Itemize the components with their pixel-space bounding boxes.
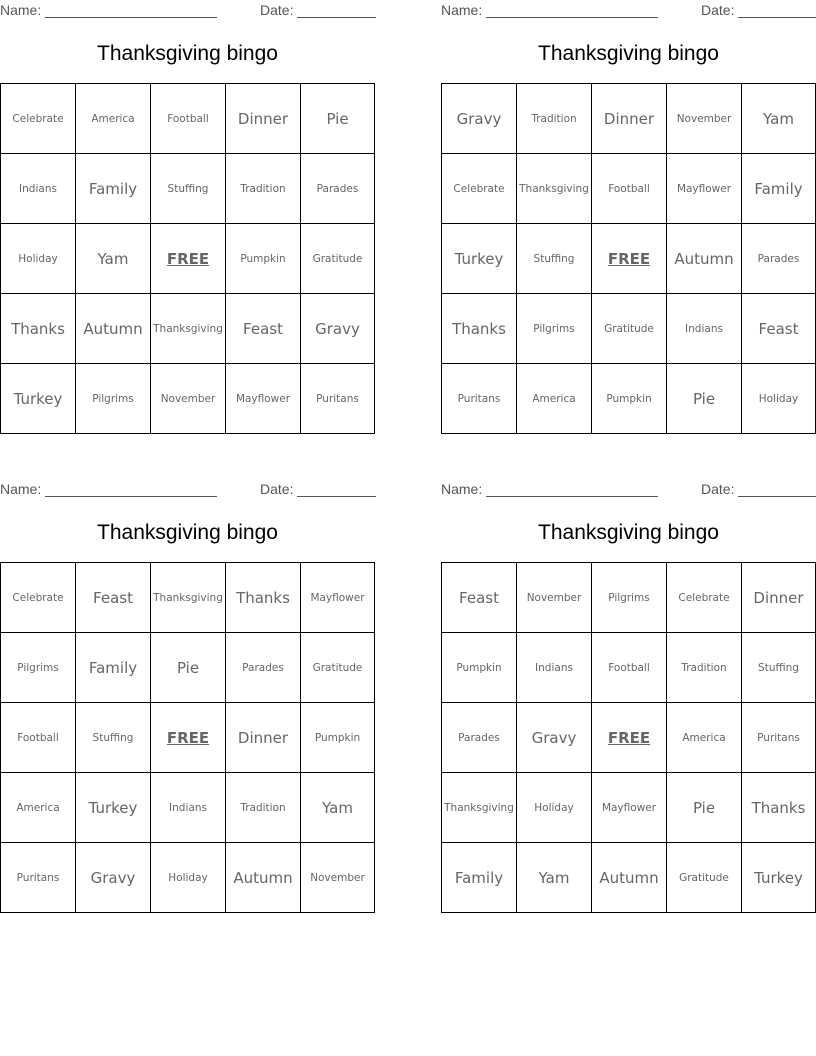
bingo-cell: Thanksgiving [442,773,517,843]
bingo-grid [441,562,816,913]
name-date-header [0,1,376,21]
bingo-cell: Tradition [517,84,592,154]
bingo-grid [0,83,375,434]
bingo-cell: Gratitude [592,294,667,364]
date-label: Date: [260,481,294,497]
bingo-cell: Indians [667,294,742,364]
free-space-cell: FREE [592,224,667,294]
bingo-row [1,224,375,294]
bingo-cell: Pie [151,633,226,703]
bingo-cell: Celebrate [1,563,76,633]
bingo-row [1,294,375,364]
bingo-card-4 [441,479,816,913]
bingo-cell: Football [1,703,76,773]
bingo-row [442,633,816,703]
date-line [738,17,816,18]
bingo-row [442,154,816,224]
bingo-cell: Thanks [226,563,301,633]
card-title: Thanksgiving bingo [538,42,719,65]
bingo-cell: Yam [517,843,592,913]
bingo-cell: Family [742,154,816,224]
bingo-cell: Dinner [592,84,667,154]
bingo-row [1,563,375,633]
bingo-cell: Turkey [1,364,76,434]
date-label: Date: [260,2,294,18]
bingo-cell: Stuffing [517,224,592,294]
bingo-row [1,633,375,703]
bingo-cell: Indians [517,633,592,703]
name-date-header [441,1,816,21]
bingo-cell: Pumpkin [592,364,667,434]
bingo-cell: Turkey [76,773,151,843]
date-line [297,17,376,18]
bingo-card-3 [0,479,375,913]
bingo-cell: November [301,843,375,913]
bingo-cell: Mayflower [667,154,742,224]
free-space-cell: FREE [592,703,667,773]
name-line [45,496,217,497]
bingo-cell: Thanksgiving [151,294,226,364]
bingo-row [442,224,816,294]
bingo-cell: Mayflower [226,364,301,434]
bingo-cell: Gravy [517,703,592,773]
bingo-cell: November [517,563,592,633]
card-title: Thanksgiving bingo [97,42,278,65]
bingo-cell: Autumn [226,843,301,913]
name-date-header [0,480,376,500]
bingo-cell: Football [592,154,667,224]
bingo-cell: Parades [442,703,517,773]
bingo-cell: Puritans [742,703,816,773]
bingo-row [442,364,816,434]
bingo-cell: November [667,84,742,154]
bingo-cell: Pumpkin [301,703,375,773]
bingo-row [1,843,375,913]
bingo-cell: Dinner [742,563,816,633]
bingo-cell: Family [76,154,151,224]
bingo-row [442,563,816,633]
bingo-cell: America [76,84,151,154]
bingo-cell: Pilgrims [76,364,151,434]
date-label: Date: [701,481,735,497]
name-date-header [441,480,816,500]
bingo-cell: Stuffing [742,633,816,703]
bingo-cell: Holiday [742,364,816,434]
bingo-row [442,773,816,843]
bingo-cell: Thanks [1,294,76,364]
bingo-card-2 [441,0,816,434]
bingo-cell: Gravy [442,84,517,154]
bingo-cell: Thanksgiving [151,563,226,633]
bingo-cell: Turkey [742,843,816,913]
bingo-cell: America [1,773,76,843]
name-line [486,17,658,18]
free-space-cell: FREE [151,224,226,294]
bingo-cell: Pilgrims [517,294,592,364]
name-label: Name: [441,481,483,497]
name-line [45,17,217,18]
bingo-cell: Pilgrims [592,563,667,633]
bingo-cell: Pilgrims [1,633,76,703]
bingo-cell: Gratitude [667,843,742,913]
bingo-cell: Indians [1,154,76,224]
bingo-cell: Feast [76,563,151,633]
name-label: Name: [0,2,42,18]
bingo-cell: Tradition [667,633,742,703]
bingo-cell: Pie [667,364,742,434]
bingo-cell: America [517,364,592,434]
bingo-row [442,703,816,773]
bingo-cell: Holiday [1,224,76,294]
bingo-cell: Mayflower [301,563,375,633]
bingo-card-1 [0,0,375,434]
bingo-row [442,294,816,364]
bingo-cell: Puritans [301,364,375,434]
bingo-cell: Dinner [226,84,301,154]
bingo-cell: Indians [151,773,226,843]
bingo-cell: Puritans [1,843,76,913]
bingo-cell: Stuffing [151,154,226,224]
bingo-cell: Yam [76,224,151,294]
bingo-row [1,703,375,773]
bingo-row [1,364,375,434]
bingo-cell: Tradition [226,154,301,224]
bingo-cell: Yam [742,84,816,154]
bingo-cell: Gravy [301,294,375,364]
date-line [738,496,816,497]
bingo-row [1,154,375,224]
bingo-cell: Autumn [76,294,151,364]
bingo-grid [0,562,375,913]
bingo-cell: Feast [442,563,517,633]
bingo-cell: Pie [667,773,742,843]
bingo-cell: Gratitude [301,633,375,703]
bingo-cell: Celebrate [1,84,76,154]
bingo-cell: Parades [226,633,301,703]
bingo-cell: Tradition [226,773,301,843]
bingo-cell: Autumn [667,224,742,294]
bingo-cell: Celebrate [667,563,742,633]
bingo-cell: Family [442,843,517,913]
bingo-cell: Football [592,633,667,703]
bingo-cell: Feast [742,294,816,364]
bingo-cell: Thanks [442,294,517,364]
bingo-row [1,84,375,154]
bingo-cell: Autumn [592,843,667,913]
name-line [486,496,658,497]
bingo-cell: Thanks [742,773,816,843]
bingo-row [1,773,375,843]
bingo-cell: Dinner [226,703,301,773]
bingo-cell: Thanksgiving [517,154,592,224]
bingo-cell: Family [76,633,151,703]
bingo-cell: Parades [742,224,816,294]
bingo-cell: Stuffing [76,703,151,773]
bingo-cell: Gratitude [301,224,375,294]
bingo-grid [441,83,816,434]
bingo-cell: America [667,703,742,773]
bingo-row [442,843,816,913]
bingo-cell: Feast [226,294,301,364]
name-label: Name: [441,2,483,18]
bingo-cell: Football [151,84,226,154]
bingo-cell: Pumpkin [442,633,517,703]
bingo-cell: Turkey [442,224,517,294]
bingo-cell: Gravy [76,843,151,913]
date-label: Date: [701,2,735,18]
bingo-cell: Puritans [442,364,517,434]
card-title: Thanksgiving bingo [97,521,278,544]
card-title: Thanksgiving bingo [538,521,719,544]
bingo-cell: Pumpkin [226,224,301,294]
free-space-cell: FREE [151,703,226,773]
bingo-cell: Mayflower [592,773,667,843]
bingo-cell: Parades [301,154,375,224]
date-line [297,496,376,497]
bingo-cell: November [151,364,226,434]
bingo-row [442,84,816,154]
bingo-cell: Pie [301,84,375,154]
bingo-cell: Yam [301,773,375,843]
bingo-cell: Holiday [517,773,592,843]
bingo-cell: Celebrate [442,154,517,224]
bingo-cell: Holiday [151,843,226,913]
name-label: Name: [0,481,42,497]
